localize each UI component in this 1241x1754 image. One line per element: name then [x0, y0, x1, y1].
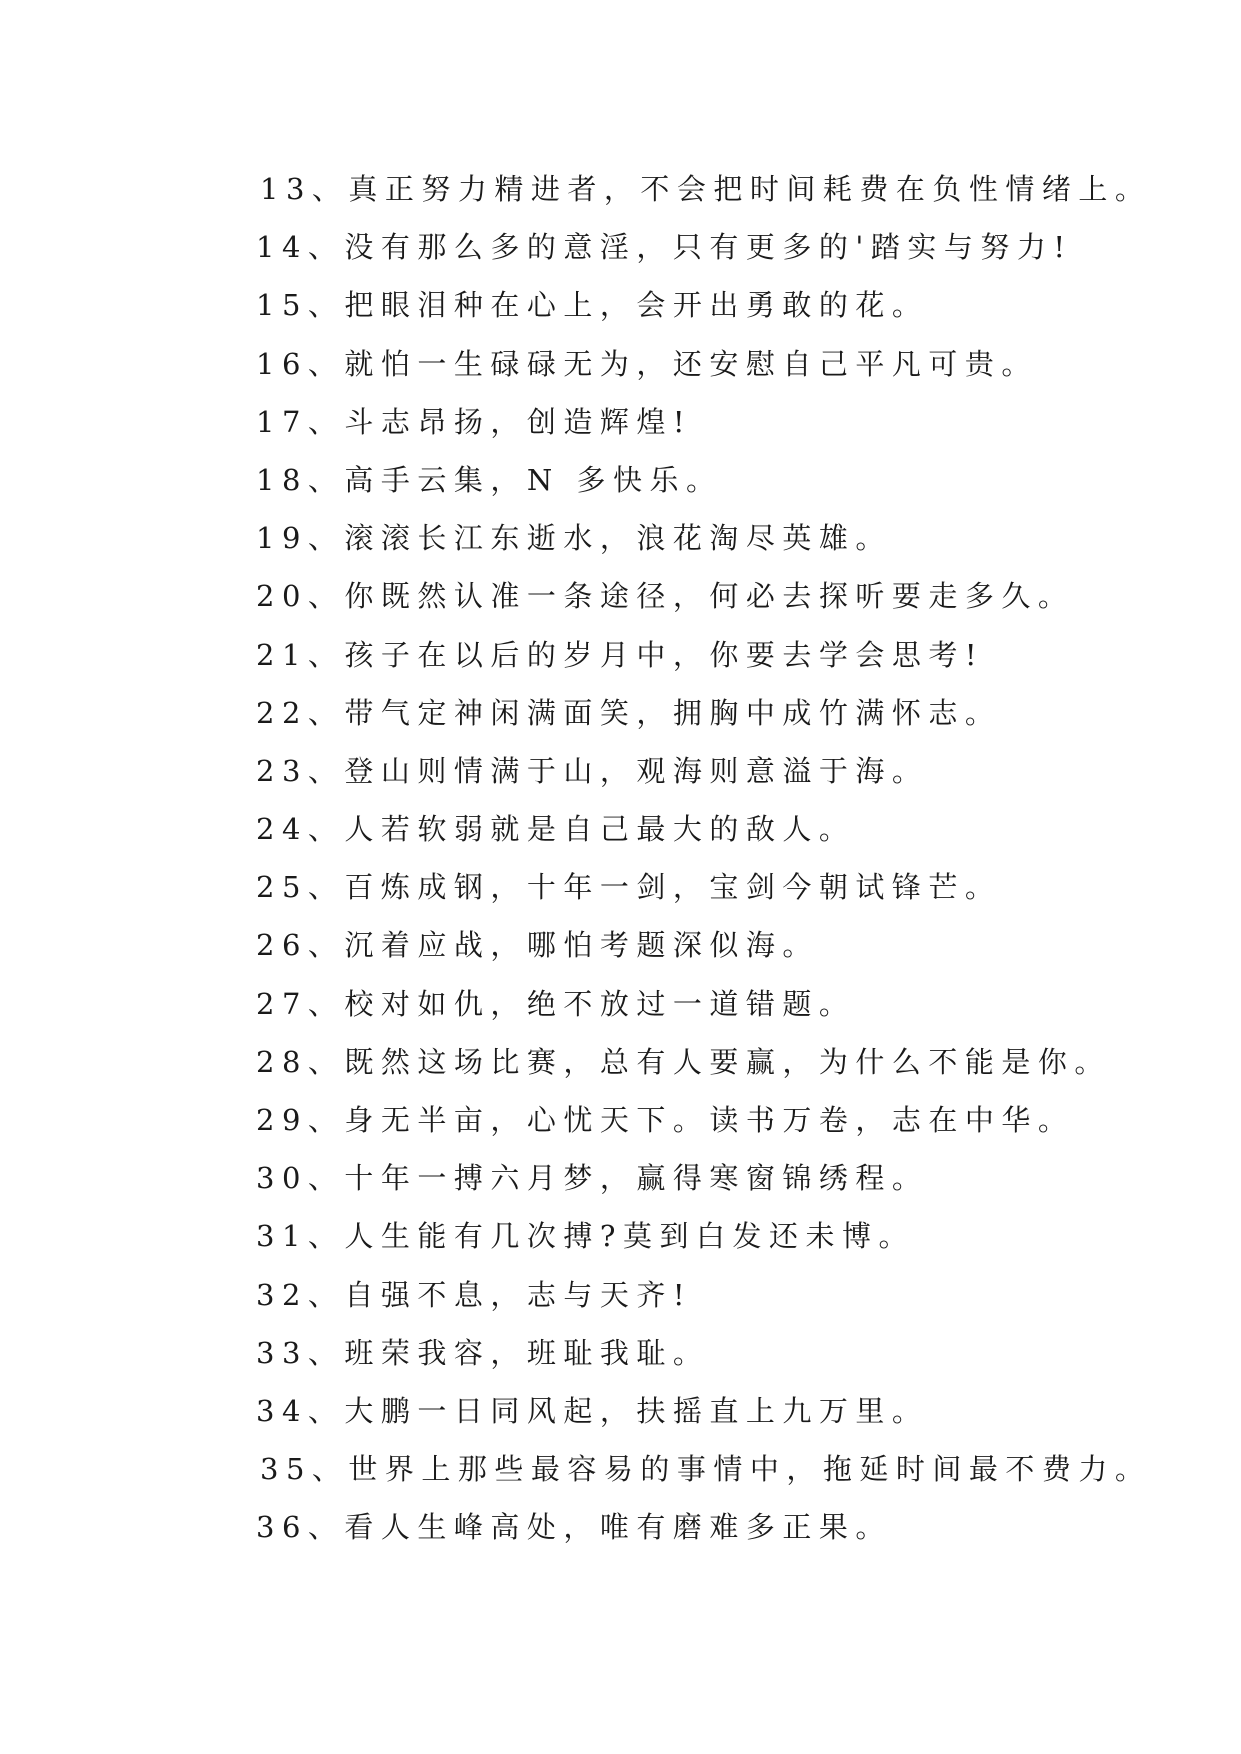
quote-line-30: 30、十年一搏六月梦，赢得寒窗锦绣程。: [256, 1161, 929, 1196]
quote-line-18: 18、高手云集，N 多快乐。: [256, 462, 723, 497]
quote-line-35: 35、世界上那些最容易的事情中，拖延时间最不费力。: [260, 1452, 1152, 1487]
quote-line-13: 13、真正努力精进者，不会把时间耗费在负性情绪上。: [260, 172, 1152, 206]
quote-line-28: 28、既然这场比赛，总有人要赢，为什么不能是你。: [256, 1044, 1111, 1079]
quote-line-14: 14、没有那么多的意淫，只有更多的'踏实与努力!: [256, 230, 1073, 265]
quote-line-24: 24、人若软弱就是自己最大的敌人。: [256, 812, 856, 847]
quote-line-29: 29、身无半亩，心忧天下。读书万卷，志在中华。: [256, 1103, 1075, 1137]
quote-line-22: 22、带气定神闲满面笑，拥胸中成竹满怀志。: [256, 695, 1002, 730]
quote-line-32: 32、自强不息，志与天齐!: [256, 1277, 693, 1312]
quote-line-17: 17、斗志昂扬，创造辉煌!: [256, 404, 693, 439]
quote-line-19: 19、滚滚长江东逝水，浪花淘尽英雄。: [256, 521, 892, 556]
quote-line-23: 23、登山则情满于山，观海则意溢于海。: [256, 753, 929, 788]
quote-line-36: 36、看人生峰高处，唯有磨难多正果。: [256, 1510, 892, 1545]
quote-line-26: 26、沉着应战，哪怕考题深似海。: [256, 928, 819, 963]
quote-line-27: 27、校对如仇，绝不放过一道错题。: [256, 986, 856, 1021]
quote-line-31: 31、人生能有几次搏?莫到白发还未博。: [256, 1219, 915, 1254]
quote-list: [256, 160, 1216, 1557]
quote-line-21: 21、孩子在以后的岁月中，你要去学会思考!: [256, 637, 985, 672]
quote-line-15: 15、把眼泪种在心上，会开出勇敢的花。: [256, 288, 929, 323]
quote-line-33: 33、班荣我容，班耻我耻。: [256, 1335, 710, 1370]
quote-line-34: 34、大鹏一日同风起，扶摇直上九万里。: [256, 1393, 929, 1428]
quote-line-20: 20、你既然认准一条途径，何必去探听要走多久。: [256, 579, 1075, 614]
quote-line-25: 25、百炼成钢，十年一剑，宝剑今朝试锋芒。: [256, 870, 1002, 905]
quote-line-16: 16、就怕一生碌碌无为，还安慰自己平凡可贵。: [256, 346, 1038, 381]
